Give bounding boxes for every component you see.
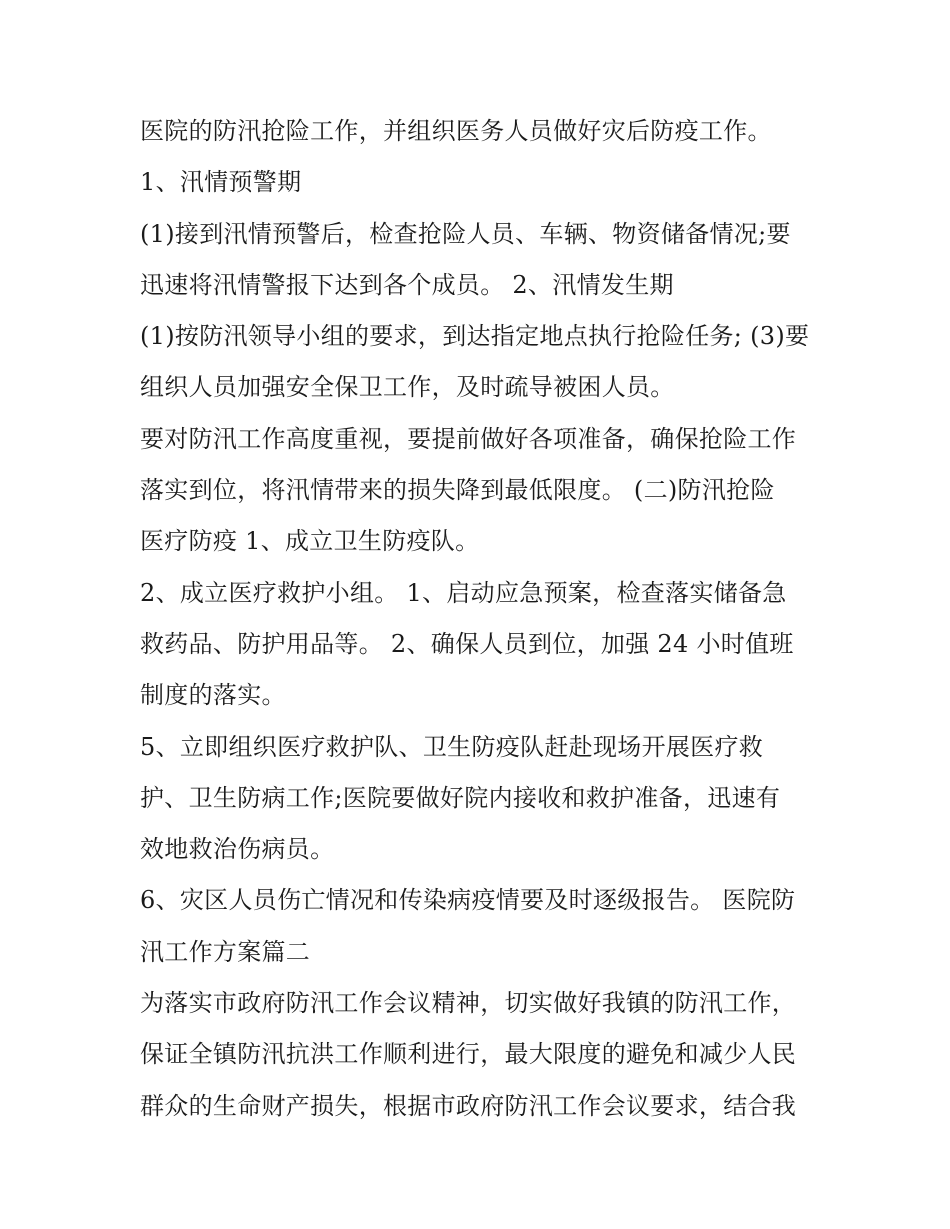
text-line: 迅速将汛情警报下达到各个成员。 2、汛情发生期 — [140, 270, 674, 299]
text-line: 效地救治伤病员。 — [140, 835, 335, 864]
text-line: 为落实市政府防汛工作会议精神，切实做好我镇的防汛工作， — [140, 989, 797, 1018]
text-line: 救药品、防护用品等。 2、确保人员到位，加强 24 小时值班 — [140, 629, 794, 658]
document-body — [140, 106, 820, 1132]
text-line: 群众的生命财产损失，根据市政府防汛工作会议要求，结合我 — [140, 1091, 797, 1120]
text-line: 保证全镇防汛抗洪工作顺利进行，最大限度的避免和减少人民 — [140, 1040, 797, 1069]
text-line: (1)接到汛情预警后，检查抢险人员、车辆、物资储备情况;要 — [140, 219, 791, 248]
text-line: 医疗防疫 1、成立卫生防疫队。 — [140, 527, 480, 556]
text-line: 6、灾区人员伤亡情况和传染病疫情要及时逐级报告。 医院防 — [140, 886, 796, 915]
text-line: 1、汛情预警期 — [140, 168, 302, 197]
text-line: 落实到位，将汛情带来的损失降到最低限度。 (二)防汛抢险 — [140, 476, 775, 505]
text-line: 要对防汛工作高度重视，要提前做好各项准备，确保抢险工作 — [140, 424, 797, 453]
text-line: 组织人员加强安全保卫工作，及时疏导被困人员。 — [140, 373, 675, 402]
text-line: 医院的防汛抢险工作，并组织医务人员做好灾后防疫工作。 — [140, 117, 772, 145]
text-line: (1)按防汛领导小组的要求，到达指定地点执行抢险任务; (3)要 — [140, 322, 810, 351]
text-line: 5、立即组织医疗救护队、卫生防疫队赶赴现场开展医疗救 — [140, 732, 764, 761]
text-line: 制度的落实。 — [140, 681, 286, 710]
text-line: 2、成立医疗救护小组。 1、启动应急预案，检查落实储备急 — [140, 578, 787, 607]
text-line: 护、卫生防病工作;医院要做好院内接收和救护准备，迅速有 — [140, 783, 781, 812]
text-line: 汛工作方案篇二 — [140, 937, 311, 966]
